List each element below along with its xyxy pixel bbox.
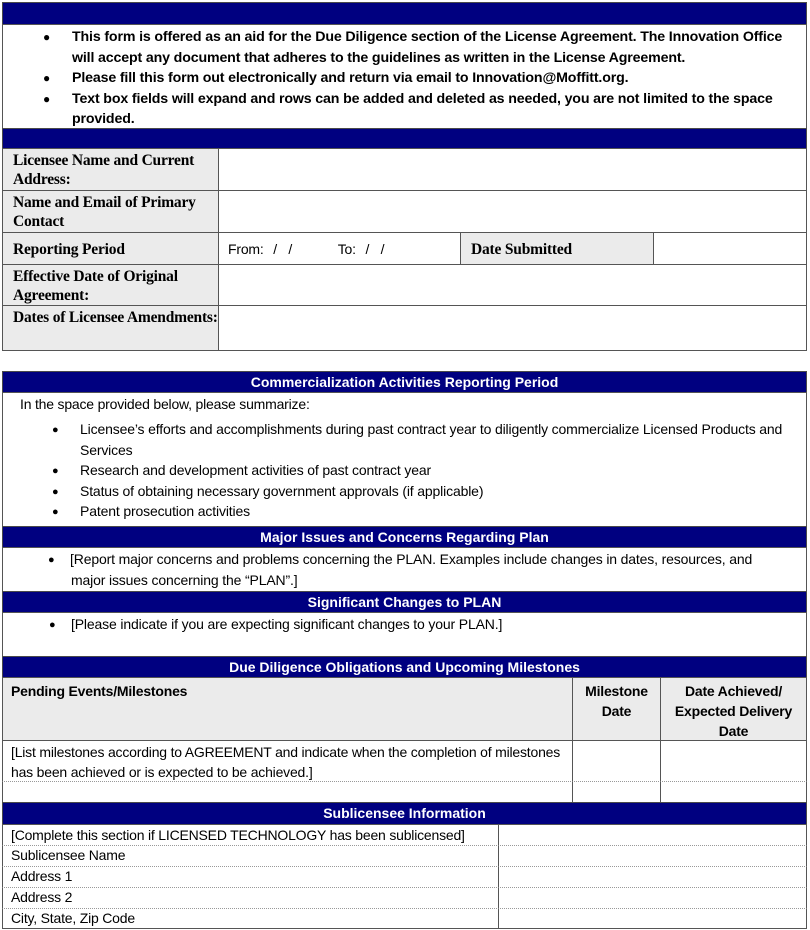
bullet-icon: ● <box>52 465 59 477</box>
from-label: From: <box>228 241 264 257</box>
major-issues-header: Major Issues and Concerns Regarding Plan <box>2 526 807 548</box>
primary-contact-label: Name and Email of Primary Contact <box>2 190 219 233</box>
city-state-zip-label: City, State, Zip Code <box>2 908 499 929</box>
to-date-field[interactable]: / / <box>365 241 385 257</box>
effective-date-label: Effective Date of Original Agreement: <box>2 264 219 306</box>
city-state-zip-field[interactable] <box>498 908 807 929</box>
top-header-bar <box>2 2 807 25</box>
commercialization-item: ● Research and development activities of past contract year <box>3 460 793 481</box>
col-header-pending-events: Pending Events/Milestones <box>2 677 573 741</box>
reporting-period-label: Reporting Period <box>2 232 219 265</box>
commercialization-header: Commercialization Activities Reporting Period <box>2 371 807 393</box>
col-header-date-achieved: Date Achieved/ Expected Delivery Date <box>660 677 807 741</box>
commercialization-item: ● Licensee’s efforts and accomplishments during past contract year to diligently commercialize Licensed Products and Services <box>52 421 783 458</box>
commercialization-item: ● Status of obtaining necessary government approvals (if applicable) <box>3 481 793 502</box>
bullet-icon: ● <box>52 485 59 498</box>
instruction-item: ● This form is offered as an aid for the Due Diligence section of the License Agreement. The Innovation Office will accept any document that adheres to the guidelines as written in the License Agreement. <box>43 29 783 66</box>
major-issues-list <box>3 549 788 590</box>
sublicensee-name-label: Sublicensee Name <box>2 845 499 866</box>
amendments-field[interactable] <box>218 305 807 351</box>
date-submitted-field[interactable] <box>653 232 807 265</box>
address-2-label: Address 2 <box>2 887 499 908</box>
bullet-icon: ● <box>48 554 55 566</box>
significant-changes-item: ● [Please indicate if you are expecting significant changes to your PLAN.] <box>3 614 788 635</box>
instruction-item: ● Please fill this form out electronically and return via email to Innovation@Moffitt.org. <box>3 68 806 89</box>
sublicensee-instructions-label: [Complete this section if LICENSED TECHNOLOGY has been sublicensed] <box>2 824 499 846</box>
instructions-list <box>3 27 806 130</box>
effective-date-field[interactable] <box>218 264 807 306</box>
major-issues-body[interactable] <box>2 547 807 592</box>
commercialization-body[interactable] <box>2 392 807 527</box>
commercialization-intro: In the space provided below, please summarize: <box>20 396 310 412</box>
milestone-date-cell[interactable] <box>572 740 661 782</box>
date-achieved-cell[interactable] <box>660 740 807 782</box>
from-date-field[interactable]: / / <box>273 241 293 257</box>
date-achieved-cell[interactable] <box>660 781 807 803</box>
sublicensee-name-field[interactable] <box>498 845 807 866</box>
bullet-icon: ● <box>43 30 51 44</box>
significant-changes-list <box>3 614 788 635</box>
bullet-icon: ● <box>43 71 51 85</box>
instructions-box <box>2 24 807 129</box>
bullet-icon: ● <box>43 91 51 106</box>
commercialization-item: ● Patent prosecution activities <box>3 501 793 522</box>
commercialization-list <box>3 419 793 522</box>
significant-changes-header: Significant Changes to PLAN <box>2 591 807 613</box>
primary-contact-field[interactable] <box>218 190 807 233</box>
major-issues-item: ● [Report major concerns and problems concerning the PLAN. Examples include changes in dates, resources, and major issues concerning the “PLAN”.] <box>48 551 753 588</box>
milestone-description-cell[interactable]: [List milestones according to AGREEMENT and indicate when the completion of milestones has been achieved or is expected to be achieved.] <box>2 740 573 782</box>
amendments-label: Dates of Licensee Amendments: <box>2 305 219 351</box>
bullet-icon: ● <box>49 619 56 631</box>
sublicensee-header: Sublicensee Information <box>2 802 807 825</box>
milestone-date-cell[interactable] <box>572 781 661 803</box>
bullet-icon: ● <box>52 424 59 436</box>
bullet-icon: ● <box>52 506 59 518</box>
licensee-name-field[interactable] <box>218 148 807 191</box>
date-submitted-label: Date Submitted <box>460 232 654 265</box>
instruction-item: ● Text box fields will expand and rows can be added and deleted as needed, you are not limited to the space provided. <box>43 90 773 127</box>
reporting-period-field[interactable] <box>218 232 461 265</box>
address-1-field[interactable] <box>498 866 807 887</box>
significant-changes-body[interactable] <box>2 612 807 657</box>
address-2-field[interactable] <box>498 887 807 908</box>
col-header-milestone-date: Milestone Date <box>572 677 661 741</box>
sublicensee-instructions-field[interactable] <box>498 824 807 846</box>
milestone-description-cell[interactable] <box>2 781 573 803</box>
address-1-label: Address 1 <box>2 866 499 887</box>
to-label: To: <box>337 241 356 257</box>
licensee-name-label: Licensee Name and Current Address: <box>2 148 219 191</box>
due-diligence-header: Due Diligence Obligations and Upcoming Milestones <box>2 656 807 678</box>
section-divider-bar <box>2 128 807 149</box>
